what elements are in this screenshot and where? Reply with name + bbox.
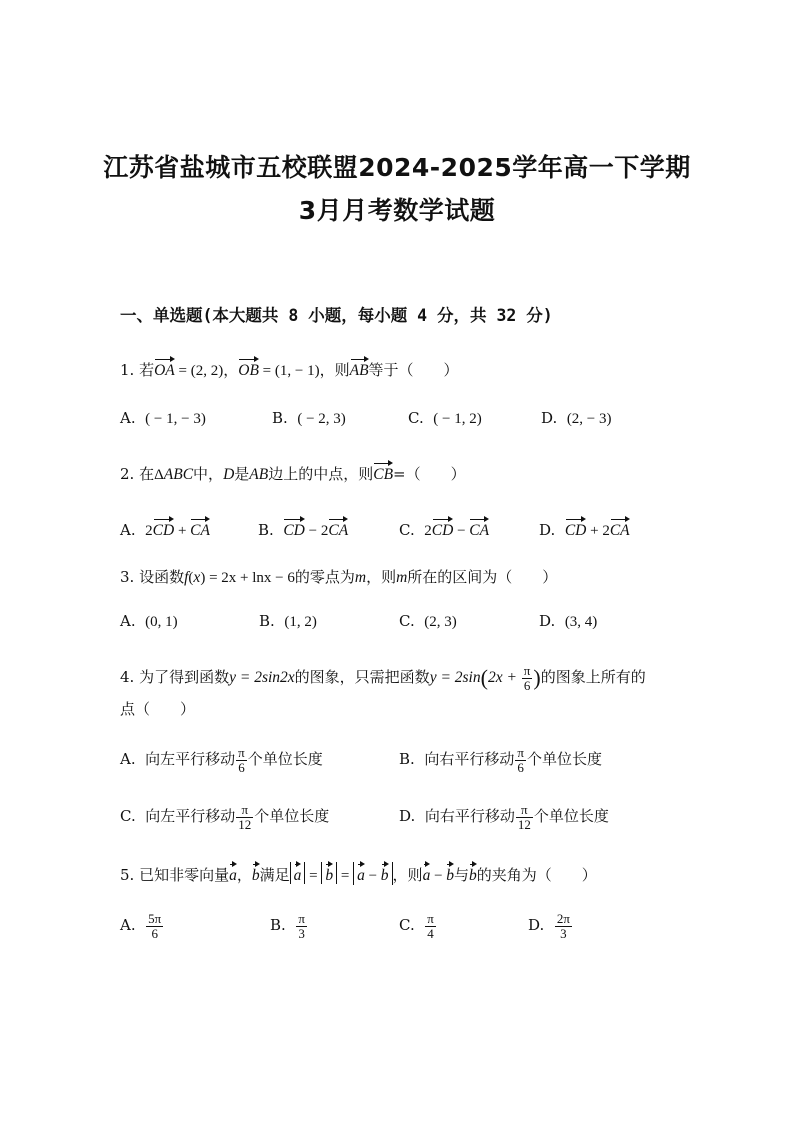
fraction: $\frac{\pi}{4}$ <box>427 911 434 941</box>
math-var: D <box>223 466 235 483</box>
math-var: m <box>396 569 408 586</box>
vector-ca: CA <box>469 517 489 539</box>
option-value: (2, 3) <box>424 614 457 630</box>
question-text: 所在的区间为（ ） <box>407 568 558 586</box>
option-label: A. <box>120 916 136 935</box>
operator: − <box>453 523 470 539</box>
abs-a: a <box>290 862 306 884</box>
option-text: 个单位长度 <box>533 807 609 826</box>
fraction: $\frac{5\pi}{6}$ <box>148 911 162 941</box>
question-text: ，则 <box>319 361 350 379</box>
option-value: (0, 1) <box>145 614 178 630</box>
option-c[interactable] <box>399 517 489 540</box>
option-label: B. <box>272 409 288 427</box>
question-4: 4. 为了得到函数y = 2sin2x的图象，只需把函数y = 2sin(2x + $\frac{\pi}{6}$ )的图象上所有的 <box>120 663 646 693</box>
option-b[interactable] <box>272 409 346 428</box>
fraction: $\frac{\pi}{12}$ <box>238 802 252 832</box>
option-a[interactable] <box>120 912 164 940</box>
question-text: 的图象，只需把函数 <box>294 668 430 687</box>
option-c[interactable] <box>399 612 457 631</box>
vector-b: b <box>446 862 454 884</box>
coef: 2 <box>145 523 153 539</box>
coef: 2 <box>424 523 432 539</box>
math-expr: y = 2sin2x <box>229 669 295 687</box>
question-text: 等于（ ） <box>368 361 459 379</box>
option-d[interactable] <box>399 803 609 831</box>
abs-b: b <box>321 862 337 884</box>
option-a[interactable] <box>120 612 178 631</box>
question-text: ， <box>223 361 239 379</box>
question-number: 1. <box>120 361 135 379</box>
question-text: 设函数 <box>139 568 185 586</box>
question-4-continuation: 点（ ） <box>120 700 196 718</box>
operator: + <box>174 523 191 539</box>
option-d[interactable] <box>539 612 597 631</box>
vector-b: b <box>469 862 477 884</box>
vector-ca: CA <box>328 517 348 539</box>
question-text: ， <box>236 866 252 884</box>
vector-oa: OA <box>154 357 175 379</box>
vector-b: b <box>252 862 260 884</box>
question-number: 2. <box>120 465 135 483</box>
math-var: x <box>193 569 201 586</box>
question-text: 若 <box>139 361 155 379</box>
math-var: ABC <box>163 466 194 483</box>
option-label: D. <box>539 612 556 630</box>
option-label: D. <box>399 807 416 826</box>
operator: − <box>304 523 321 539</box>
option-text: 向左平行移动 <box>145 750 236 769</box>
question-number: 5. <box>120 866 135 884</box>
vector-cd: CD <box>283 517 305 539</box>
option-text: 向左平行移动 <box>145 807 236 826</box>
option-b[interactable] <box>399 746 602 774</box>
vector-cd: CD <box>432 517 454 539</box>
fraction: $\frac{\pi}{12}$ <box>517 802 531 832</box>
option-text: 向右平行移动 <box>424 807 515 826</box>
question-text: 满足 <box>259 866 290 884</box>
math-expr: = (1, − 1) <box>258 363 320 379</box>
option-label: C. <box>399 612 415 630</box>
vector-ca: CA <box>190 517 210 539</box>
option-label: A. <box>120 612 136 630</box>
question-number: 4. <box>120 668 135 687</box>
fraction: $\frac{\pi}{6}$ <box>238 745 245 775</box>
document-title: 江苏省盐城市五校联盟2024-2025学年高一下学期 <box>103 153 691 182</box>
math-var: AB <box>249 466 269 483</box>
vector-ca: CA <box>610 517 630 539</box>
option-label: B. <box>259 612 275 630</box>
question-text: ，则 <box>366 568 397 586</box>
option-value: ( − 2, 3) <box>297 411 346 427</box>
math-expr: y = 2sin <box>429 669 481 687</box>
fraction: $\frac{\pi}{6}$ <box>523 663 531 693</box>
option-label: C. <box>120 807 136 826</box>
option-value: ( − 1, 2) <box>433 411 482 427</box>
question-text: =（ ） <box>393 465 466 483</box>
option-label: C. <box>399 916 415 935</box>
coef: 2 <box>602 523 610 539</box>
option-b[interactable] <box>270 912 308 940</box>
option-c[interactable] <box>408 409 482 428</box>
math-expr: = 2x + lnx − 6 <box>205 570 295 586</box>
question-text: 已知非零向量 <box>139 866 230 884</box>
question-2 <box>120 461 466 484</box>
option-label: C. <box>399 521 415 539</box>
fraction: $\frac{\pi}{6}$ <box>517 745 524 775</box>
fraction: $\frac{2\pi}{3}$ <box>556 911 570 941</box>
option-d[interactable] <box>539 517 630 540</box>
vector-a: a <box>423 862 431 884</box>
option-label: D. <box>541 409 558 427</box>
option-label: D. <box>528 916 545 935</box>
question-text: 边上的中点，则 <box>268 465 374 483</box>
vector-cd: CD <box>153 517 175 539</box>
question-text: ，则 <box>392 866 423 884</box>
question-text: 为了得到函数 <box>139 668 230 687</box>
option-value: (3, 4) <box>564 614 598 630</box>
abs-a-minus-b: a − b <box>353 862 392 885</box>
option-label: C. <box>408 409 424 427</box>
vector-ab: AB <box>350 357 369 379</box>
option-text: 个单位长度 <box>254 807 330 826</box>
question-text: 中， <box>193 465 224 483</box>
math-expr: = (2, 2) <box>174 363 224 379</box>
option-text: 向右平行移动 <box>424 750 515 769</box>
math-var: f <box>184 569 189 586</box>
option-label: A. <box>120 409 136 427</box>
question-text: 的夹角为（ ） <box>476 866 597 884</box>
option-label: D. <box>539 521 556 539</box>
question-text: 是 <box>234 465 250 483</box>
option-label: B. <box>270 916 286 935</box>
option-a[interactable] <box>120 409 206 428</box>
question-text: 的图象上所有的 <box>540 668 646 687</box>
option-label: A. <box>120 750 136 769</box>
option-b[interactable] <box>258 517 348 540</box>
option-a[interactable] <box>120 746 323 774</box>
option-label: B. <box>258 521 274 539</box>
question-text: 在 <box>139 465 155 483</box>
option-value: (2, − 3) <box>566 411 612 427</box>
option-a[interactable] <box>120 517 210 540</box>
option-b[interactable] <box>259 612 317 631</box>
option-label: B. <box>399 750 415 769</box>
operator: + <box>586 523 603 539</box>
vector-cd: CD <box>565 517 587 539</box>
question-1 <box>120 357 459 380</box>
option-c[interactable] <box>399 912 437 940</box>
option-c[interactable] <box>120 803 329 831</box>
question-text: 与 <box>454 866 470 884</box>
triangle-symbol: Δ <box>154 467 164 483</box>
option-d[interactable] <box>541 409 612 428</box>
option-value: ( − 1, − 3) <box>145 411 206 427</box>
math-expr: 2x + <box>487 669 521 687</box>
fraction: $\frac{\pi}{3}$ <box>298 911 305 941</box>
vector-ob: OB <box>238 357 259 379</box>
option-value: (1, 2) <box>284 614 317 630</box>
vector-cb: CB <box>373 461 393 483</box>
question-3: 3. 设函数f(x) = 2x + lnx − 6的零点为m，则m所在的区间为（ ） <box>120 568 558 586</box>
question-5: 5. 已知非零向量a，b满足 a = b = a − b ，则a − b与b的夹角为（ ） <box>120 862 597 885</box>
option-d[interactable] <box>528 912 573 940</box>
document-subtitle: 3月月考数学试题 <box>298 196 496 225</box>
section-heading: 一、单选题(本大题共 8 小题，每小题 4 分，共 32 分) <box>120 306 553 325</box>
vector-a: a <box>229 862 237 884</box>
coef: 2 <box>320 523 329 539</box>
question-number: 3. <box>120 568 135 586</box>
option-text: 个单位长度 <box>247 750 323 769</box>
option-text: 个单位长度 <box>526 750 602 769</box>
question-text: 的零点为 <box>294 568 355 586</box>
math-var: m <box>354 569 367 586</box>
option-label: A. <box>120 521 136 539</box>
